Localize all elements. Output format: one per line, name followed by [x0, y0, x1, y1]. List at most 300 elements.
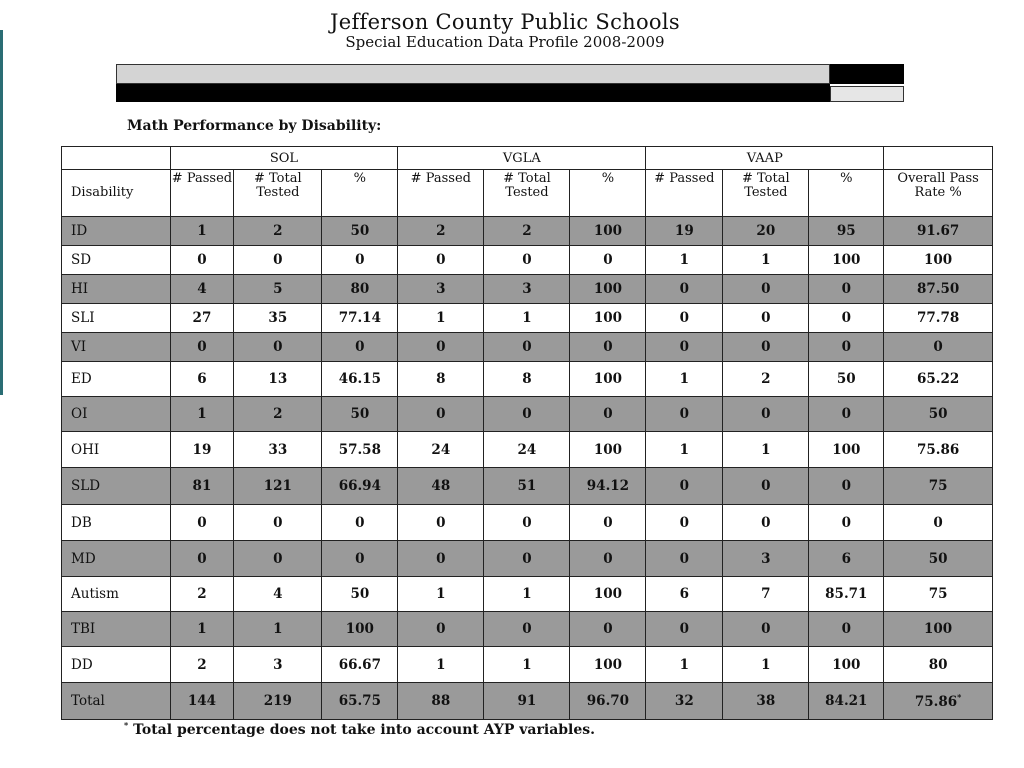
group-header-row: [62, 147, 993, 170]
cell-sol-total-tested: [234, 468, 322, 505]
cell-vaap-passed: [646, 246, 723, 275]
cell-sol-passed: [170, 577, 234, 612]
cell-vgla-total-tested: [484, 647, 570, 683]
cell-value: 0: [841, 478, 851, 494]
document-title: Jefferson County Public Schools: [330, 10, 680, 34]
overall-group-cell: [884, 147, 993, 170]
cell-vgla-total-tested: [484, 432, 570, 468]
cell-value: 1: [197, 621, 207, 637]
cell-value: 100: [832, 441, 861, 458]
cell-vgla-percent: [570, 505, 646, 541]
cell-vaap-total-tested: [723, 468, 809, 505]
cell-value: 0: [522, 406, 532, 422]
cell-sol-total-tested: [234, 397, 322, 432]
cell-value: 0: [197, 514, 207, 531]
cell-sol-total-tested: [234, 246, 322, 275]
row-label: DD: [62, 647, 171, 683]
cell-value: 0: [841, 339, 851, 355]
cell-value: 0: [761, 621, 771, 637]
row-label: SLI: [62, 304, 171, 333]
cell-sol-percent: [322, 246, 398, 275]
cell-sol-passed: [170, 304, 234, 333]
cell-vaap-total-tested: [723, 432, 809, 468]
cell-sol-total-tested: [234, 217, 322, 246]
cell-value: 19: [674, 223, 694, 239]
cell-value: 65.22: [916, 371, 960, 387]
cell-sol-passed: [170, 362, 234, 397]
left-accent-rule: [0, 30, 3, 395]
table-row: [62, 577, 993, 612]
column-header-sol-passed: # Passed: [170, 170, 234, 217]
cell-vgla-total-tested: [484, 468, 570, 505]
cell-value: 1: [522, 656, 532, 673]
table-row: [62, 275, 993, 304]
cell-sol-percent: [322, 333, 398, 362]
cell-value: 100: [593, 310, 623, 326]
cell-sol-total-tested: [234, 362, 322, 397]
cell-value: 0: [603, 406, 613, 422]
cell-sol-total-tested: [234, 647, 322, 683]
table-row: [62, 468, 993, 505]
cell-value: 100: [832, 656, 861, 673]
cell-value: 4: [273, 586, 283, 602]
cell-vgla-percent: [570, 612, 646, 647]
cell-value: 0: [436, 621, 446, 637]
footnote-mark: *: [124, 720, 129, 730]
cell-overall-pass-rate: [884, 362, 993, 397]
cell-value: 0: [761, 281, 771, 297]
table-row: [62, 397, 993, 432]
cell-sol-total-tested: [234, 275, 322, 304]
table-row: [62, 217, 993, 246]
cell-vaap-total-tested: [723, 246, 809, 275]
cell-sol-percent: [322, 647, 398, 683]
cell-vaap-total-tested: [723, 333, 809, 362]
cell-vgla-total-tested: [484, 577, 570, 612]
math-performance-table: [61, 146, 993, 720]
cell-vaap-passed: [646, 397, 723, 432]
cell-value: 85.71: [825, 586, 868, 602]
cell-value: 20: [756, 223, 776, 239]
column-header-disability: Disability: [62, 170, 171, 217]
cell-vaap-passed: [646, 577, 723, 612]
cell-vgla-passed: [398, 505, 484, 541]
cell-value: 0: [273, 252, 283, 268]
cell-value: 66.67: [338, 656, 381, 673]
cell-vaap-percent: [809, 275, 884, 304]
cell-sol-total-tested: [234, 432, 322, 468]
cell-value: 0: [522, 252, 532, 268]
row-label: SD: [62, 246, 171, 275]
cell-sol-passed: [170, 333, 234, 362]
cell-vgla-passed: [398, 246, 484, 275]
cell-vgla-total-tested: [484, 612, 570, 647]
cell-value: 100: [924, 252, 953, 268]
cell-vgla-passed: [398, 362, 484, 397]
cell-overall-pass-rate: [884, 275, 993, 304]
row-label: OI: [62, 397, 171, 432]
cell-value: 144: [187, 693, 217, 709]
cell-sol-percent: [322, 612, 398, 647]
cell-sol-passed: [170, 246, 234, 275]
cell-value: 0: [841, 406, 851, 422]
header-band-gray-top: [116, 64, 830, 84]
row-label: Total: [62, 683, 171, 720]
cell-value: 80: [350, 281, 370, 297]
cell-value: 0: [603, 621, 613, 637]
cell-vgla-total-tested: [484, 304, 570, 333]
cell-overall-pass-rate: [884, 217, 993, 246]
cell-value: 75: [928, 586, 948, 602]
cell-overall-pass-rate: [884, 577, 993, 612]
column-header-vaap-total-tested: # Total Tested: [723, 170, 809, 217]
cell-value: 0: [436, 339, 446, 355]
row-label: SLD: [62, 468, 171, 505]
cell-vaap-percent: [809, 577, 884, 612]
column-header-vaap-passed: # Passed: [646, 170, 723, 217]
cell-overall-pass-rate: [884, 432, 993, 468]
cell-vgla-passed: [398, 541, 484, 577]
cell-vaap-total-tested: [723, 541, 809, 577]
row-label: MD: [62, 541, 171, 577]
cell-value: 1: [761, 441, 771, 458]
cell-value: 50: [928, 406, 948, 422]
column-header-sol-total-tested: # Total Tested: [234, 170, 322, 217]
cell-value: 0: [761, 310, 771, 326]
cell-vaap-total-tested: [723, 397, 809, 432]
cell-vgla-passed: [398, 304, 484, 333]
cell-vgla-passed: [398, 217, 484, 246]
cell-value: 0: [603, 514, 613, 531]
cell-value: 3: [761, 550, 771, 567]
cell-value: 2: [761, 371, 771, 387]
cell-vaap-percent: [809, 217, 884, 246]
cell-sol-total-tested: [234, 541, 322, 577]
cell-value: 6: [679, 586, 690, 602]
cell-vgla-passed: [398, 333, 484, 362]
cell-value: 1: [436, 586, 446, 602]
cell-value: 0: [933, 514, 943, 531]
cell-vaap-percent: [809, 246, 884, 275]
table-row: [62, 505, 993, 541]
header-band-black-block: [830, 64, 904, 84]
table-row: [62, 246, 993, 275]
cell-vgla-total-tested: [484, 541, 570, 577]
group-header-sol: SOL: [170, 147, 398, 170]
cell-value: 0: [761, 514, 771, 531]
cell-vaap-percent: [809, 541, 884, 577]
cell-value: 91: [517, 693, 537, 709]
cell-value: 1: [436, 656, 446, 673]
cell-vgla-percent: [570, 577, 646, 612]
cell-value: 0: [522, 550, 532, 567]
cell-value: 0: [679, 406, 690, 422]
cell-overall-pass-rate: [884, 505, 993, 541]
cell-vgla-percent: [570, 275, 646, 304]
column-header-vgla-percent: %: [570, 170, 646, 217]
cell-value: 0: [273, 339, 283, 355]
row-label: ID: [62, 217, 171, 246]
cell-value: 100: [593, 223, 623, 239]
cell-value: 75.86: [914, 694, 958, 710]
cell-vaap-percent: [809, 304, 884, 333]
cell-value: 0: [679, 550, 690, 567]
cell-overall-pass-rate: [884, 468, 993, 505]
cell-value: 80: [928, 656, 948, 673]
cell-sol-total-tested: [234, 304, 322, 333]
cell-value: 2: [436, 223, 446, 239]
row-label: VI: [62, 333, 171, 362]
cell-value: 0: [355, 252, 365, 268]
cell-vgla-passed: [398, 397, 484, 432]
cell-vaap-percent: [809, 612, 884, 647]
cell-value: 1: [679, 441, 690, 458]
cell-vaap-percent: [809, 647, 884, 683]
cell-vaap-passed: [646, 647, 723, 683]
cell-value: 0: [603, 252, 613, 268]
cell-vaap-total-tested: [723, 683, 809, 720]
table-row: [62, 541, 993, 577]
cell-vaap-percent: [809, 683, 884, 720]
document-subtitle: Special Education Data Profile 2008-2009: [345, 33, 665, 51]
cell-value: 0: [436, 406, 446, 422]
cell-sol-total-tested: [234, 505, 322, 541]
cell-value: 1: [679, 252, 690, 268]
cell-value: 50: [350, 406, 370, 422]
cell-vaap-passed: [646, 362, 723, 397]
cell-vgla-passed: [398, 432, 484, 468]
cell-sol-passed: [170, 275, 234, 304]
cell-vgla-percent: [570, 304, 646, 333]
cell-vaap-passed: [646, 468, 723, 505]
cell-sol-total-tested: [234, 577, 322, 612]
cell-overall-pass-rate: [884, 612, 993, 647]
cell-value: 121: [263, 478, 292, 494]
cell-vaap-percent: [809, 397, 884, 432]
cell-vaap-total-tested: [723, 362, 809, 397]
cell-value: 3: [522, 281, 532, 297]
cell-value: 88: [431, 693, 451, 709]
footnote-text: Total percentage does not take into account AYP variables.: [133, 722, 596, 738]
cell-value: 100: [593, 441, 623, 458]
row-label: Autism: [62, 577, 171, 612]
cell-value: 100: [345, 621, 374, 637]
cell-vgla-total-tested: [484, 362, 570, 397]
cell-value: 0: [603, 339, 613, 355]
cell-overall-pass-rate: [884, 541, 993, 577]
cell-value: 77.78: [916, 310, 960, 326]
cell-value: 1: [761, 252, 771, 268]
cell-value: 8: [436, 371, 446, 387]
cell-overall-pass-rate: [884, 647, 993, 683]
table-row: [62, 304, 993, 333]
cell-value: 0: [679, 310, 690, 326]
cell-value: 24: [431, 441, 451, 458]
cell-vgla-percent: [570, 541, 646, 577]
cell-value: 84.21: [825, 693, 868, 709]
cell-value: 0: [197, 339, 207, 355]
cell-vgla-percent: [570, 246, 646, 275]
cell-vaap-percent: [809, 468, 884, 505]
cell-value: 2: [197, 656, 207, 673]
cell-vaap-passed: [646, 612, 723, 647]
cell-value: 38: [756, 693, 776, 709]
cell-value: 48: [431, 478, 451, 494]
cell-value: 1: [679, 656, 690, 673]
cell-value: 0: [841, 310, 851, 326]
cell-overall-pass-rate: [884, 246, 993, 275]
cell-sol-total-tested: [234, 333, 322, 362]
cell-value: 13: [268, 371, 288, 387]
cell-value: 0: [761, 406, 771, 422]
cell-vgla-percent: [570, 647, 646, 683]
corner-cell: [62, 147, 171, 170]
cell-vgla-passed: [398, 275, 484, 304]
cell-value: 2: [197, 586, 207, 602]
cell-sol-percent: [322, 217, 398, 246]
cell-sol-percent: [322, 541, 398, 577]
cell-vgla-passed: [398, 612, 484, 647]
cell-vgla-passed: [398, 683, 484, 720]
cell-value: 75: [928, 478, 948, 494]
table-row: [62, 432, 993, 468]
cell-value: 0: [841, 621, 851, 637]
cell-vaap-passed: [646, 217, 723, 246]
cell-value: 0: [679, 478, 690, 494]
cell-value: 1: [197, 406, 207, 422]
header-band-light-block: [830, 86, 904, 102]
cell-vaap-passed: [646, 333, 723, 362]
cell-value: 0: [197, 252, 207, 268]
cell-value: 6: [841, 550, 851, 567]
cell-value: 94.12: [586, 478, 630, 494]
cell-vaap-passed: [646, 683, 723, 720]
row-label: HI: [62, 275, 171, 304]
table-row: [62, 362, 993, 397]
cell-vaap-percent: [809, 362, 884, 397]
cell-value: 32: [674, 693, 694, 709]
cell-value: 0: [679, 621, 690, 637]
cell-value: 91.67: [916, 223, 960, 239]
cell-sol-percent: [322, 505, 398, 541]
cell-value: 50: [350, 223, 370, 239]
cell-value: 0: [679, 281, 690, 297]
cell-vgla-passed: [398, 577, 484, 612]
cell-value: 219: [263, 693, 292, 709]
cell-vaap-total-tested: [723, 647, 809, 683]
cell-value: 0: [522, 514, 532, 531]
row-label: DB: [62, 505, 171, 541]
cell-vaap-passed: [646, 304, 723, 333]
cell-value: 24: [517, 441, 537, 458]
cell-vgla-total-tested: [484, 275, 570, 304]
cell-value: 1: [761, 656, 771, 673]
cell-vaap-passed: [646, 541, 723, 577]
cell-value: 1: [273, 621, 283, 637]
cell-vaap-total-tested: [723, 612, 809, 647]
column-header-vaap-percent: %: [809, 170, 884, 217]
cell-vgla-total-tested: [484, 505, 570, 541]
table-row: [62, 333, 993, 362]
cell-vaap-total-tested: [723, 505, 809, 541]
cell-vgla-percent: [570, 432, 646, 468]
cell-value: 1: [522, 310, 532, 326]
cell-value: 46.15: [338, 371, 381, 387]
cell-sol-percent: [322, 397, 398, 432]
column-header-vgla-total-tested: # Total Tested: [484, 170, 570, 217]
table-row: [62, 647, 993, 683]
cell-value: 50: [350, 586, 370, 602]
cell-value: 57.58: [338, 441, 381, 458]
cell-value: 100: [832, 252, 861, 268]
table-row: [62, 612, 993, 647]
group-header-vaap: VAAP: [646, 147, 884, 170]
cell-value: 81: [192, 478, 212, 494]
cell-value: 4: [197, 281, 207, 297]
cell-value: 0: [436, 550, 446, 567]
cell-value: 1: [197, 223, 207, 239]
cell-value: 2: [273, 223, 283, 239]
cell-value: 100: [593, 371, 623, 387]
cell-value: 7: [761, 586, 771, 602]
cell-value: 75.86: [916, 441, 960, 458]
cell-vgla-total-tested: [484, 333, 570, 362]
total-footnote-mark: *: [957, 692, 962, 702]
cell-value: 77.14: [338, 310, 381, 326]
cell-value: 6: [197, 371, 207, 387]
cell-sol-passed: [170, 612, 234, 647]
cell-sol-passed: [170, 683, 234, 720]
cell-sol-percent: [322, 577, 398, 612]
cell-overall-pass-rate: [884, 333, 993, 362]
cell-sol-passed: [170, 432, 234, 468]
cell-sol-passed: [170, 397, 234, 432]
cell-value: 0: [355, 339, 365, 355]
cell-value: 100: [593, 656, 623, 673]
table-row: [62, 683, 993, 720]
cell-vaap-total-tested: [723, 275, 809, 304]
cell-value: 66.94: [338, 478, 381, 494]
row-label: TBI: [62, 612, 171, 647]
cell-value: 0: [679, 514, 690, 531]
cell-vaap-passed: [646, 275, 723, 304]
cell-value: 95: [836, 223, 856, 239]
cell-value: 3: [273, 656, 283, 673]
cell-value: 0: [197, 550, 207, 567]
cell-value: 87.50: [916, 281, 960, 297]
column-header-sol-percent: %: [322, 170, 398, 217]
cell-sol-percent: [322, 304, 398, 333]
cell-sol-percent: [322, 468, 398, 505]
cell-value: 51: [517, 478, 537, 494]
cell-overall-pass-rate: [884, 304, 993, 333]
cell-value: 100: [593, 586, 623, 602]
cell-vaap-passed: [646, 432, 723, 468]
header-band: [116, 64, 904, 102]
cell-vgla-percent: [570, 217, 646, 246]
row-label: OHI: [62, 432, 171, 468]
cell-value: 0: [522, 339, 532, 355]
cell-value: 0: [436, 514, 446, 531]
cell-vaap-total-tested: [723, 577, 809, 612]
cell-vgla-total-tested: [484, 246, 570, 275]
cell-value: 1: [436, 310, 446, 326]
group-header-vgla: VGLA: [398, 147, 646, 170]
row-label: ED: [62, 362, 171, 397]
cell-vgla-percent: [570, 397, 646, 432]
header-band-black-bar: [116, 84, 830, 102]
cell-vaap-total-tested: [723, 217, 809, 246]
